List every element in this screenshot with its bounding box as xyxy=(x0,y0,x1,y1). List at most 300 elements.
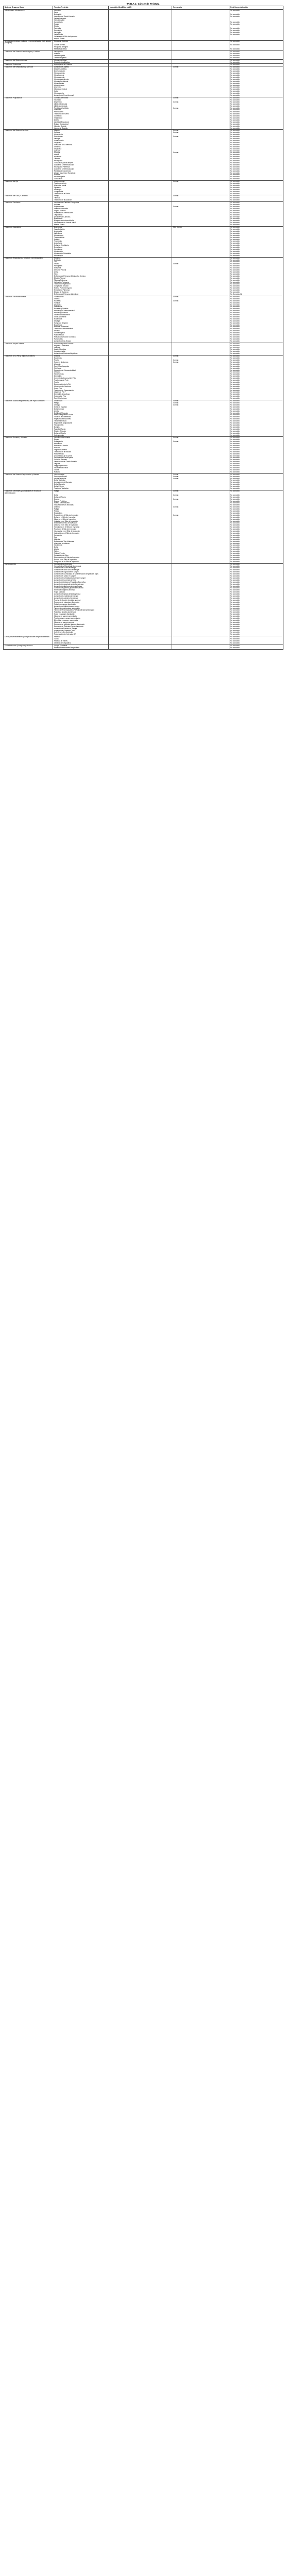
preferred-term-cell-text: Infarto al Miocardio xyxy=(54,207,69,210)
system-organ-class-cell-text: Lesión, envenenamiento y complicaciones de procedimientos xyxy=(5,636,49,638)
preferred-term-cell-text: Linfadenopatía xyxy=(54,54,65,57)
post-marketing-cell-text: No conocido xyxy=(230,138,240,140)
preferred-term-cell-text: Hipoestesia xyxy=(54,133,63,136)
preferred-term-cell-text: Alopecia xyxy=(54,363,61,365)
post-marketing-cell-text: No conocido xyxy=(230,238,240,241)
preferred-term-cell-text: Recuento de Glóbulos Rojos disminuido xyxy=(54,625,83,628)
frequency-cell-text: Común xyxy=(173,440,179,443)
preferred-term-cell-text: Hiperuricemia xyxy=(54,84,64,87)
preferred-term-cell-text: Hidronefrosis xyxy=(54,452,64,455)
post-marketing-cell-text: No conocido xyxy=(230,176,240,178)
frequency-cell-text: Común xyxy=(173,355,179,358)
post-marketing-cell-text: No conocido xyxy=(230,279,240,281)
post-marketing-cell-text: No conocido xyxy=(230,174,240,176)
post-marketing-cell-text: No conocido xyxy=(230,393,240,396)
post-marketing-cell-text: No conocido xyxy=(230,287,240,290)
frequency-cell-text: Común xyxy=(173,498,179,500)
preferred-term-cell-text: Rinitis xyxy=(54,25,59,28)
post-marketing-cell-text: No conocido xyxy=(230,84,240,87)
post-marketing-cell-text: No conocido xyxy=(230,623,240,625)
preferred-term-cell-text: Ageusia xyxy=(54,149,60,152)
post-marketing-cell-text: No conocido xyxy=(230,502,240,504)
preferred-term-cell-text: Disuria xyxy=(54,438,59,441)
post-marketing-cell-text: No conocido xyxy=(230,522,240,524)
post-marketing-cell-text: No conocido xyxy=(230,607,240,609)
post-marketing-cell-text: No conocido xyxy=(230,461,240,463)
post-marketing-cell-text: No conocido xyxy=(230,617,240,620)
post-marketing-cell-text: No conocido xyxy=(230,248,240,251)
post-marketing-cell-text: No conocido xyxy=(230,263,240,265)
post-marketing-cell-text: No conocido xyxy=(230,117,240,120)
post-marketing-cell-text: No conocido xyxy=(230,440,240,443)
preferred-term-cell-text: Neuromiopatía xyxy=(54,176,65,178)
preferred-term-cell-text: Glucosa en sangre anormal xyxy=(54,621,75,623)
preferred-term-cell-text: Sensación de Calor xyxy=(54,554,69,556)
preferred-term-cell-text: Triglicéridos en sangre aumentados xyxy=(54,617,80,620)
post-marketing-cell-text: No conocido xyxy=(230,625,240,628)
preferred-term-cell-text: Sangrado Gingival xyxy=(54,321,68,324)
post-marketing-cell-text: No conocido xyxy=(230,326,240,328)
preferred-term-cell-text: Boca Seca xyxy=(54,324,62,326)
preferred-term-cell-text: Fractura de estrés xyxy=(54,640,68,642)
preferred-term-cell-text: Cansancio xyxy=(54,534,62,536)
preferred-term-cell-text: Trastorno de la Audición xyxy=(54,199,72,201)
injectable-cell xyxy=(109,490,172,494)
system-organ-class-cell-text: Trastornos Psiquiátricos xyxy=(5,96,23,99)
preferred-term-cell-text: Aumento del Apetito xyxy=(54,66,69,69)
post-marketing-cell-text: No conocido xyxy=(230,163,240,166)
post-marketing-cell-text: No conocido xyxy=(230,448,240,451)
post-marketing-cell-text: No conocido xyxy=(230,340,240,342)
preferred-term-cell-text: Ginecomastia xyxy=(54,473,64,476)
preferred-term-cell-text: Aumento de la velocidad de sedimentación de glóbulos rojos xyxy=(54,573,98,575)
preferred-term-cell-text: Derrame Pleural xyxy=(54,269,66,272)
preferred-term-cell-text: Decoloración de la Piel xyxy=(54,383,71,385)
post-marketing-cell-text: No Conocido [1] xyxy=(230,293,242,295)
post-marketing-cell-text: No conocido xyxy=(230,454,240,457)
frequency-cell-text: Común xyxy=(173,96,179,99)
header-frequency: Frecuencia xyxy=(172,6,229,10)
preferred-term-cell-text: Angina Pectoris xyxy=(54,209,66,212)
preferred-term-cell-text: Candidiasis xyxy=(54,21,63,24)
post-marketing-cell-text: No conocido xyxy=(230,297,240,300)
frequency-cell-text: Común xyxy=(173,402,179,404)
preferred-term-cell-text: Efusión Pleural xyxy=(54,277,65,279)
preferred-term-cell-text: Neuropatía xyxy=(54,160,62,162)
injectable-cell xyxy=(109,647,172,649)
post-marketing-cell-text: No conocido xyxy=(230,133,240,136)
preferred-term-cell-text: Musculoesquelético Dolor xyxy=(54,414,73,416)
preferred-term-cell-text: Aumento de triglicéridos en sangre xyxy=(54,605,80,607)
post-marketing-cell-text: No conocido xyxy=(230,546,240,549)
preferred-term-cell-text: Cambios de Humor xyxy=(54,96,69,99)
preferred-term-cell-text: Prolongación del intervalo QT xyxy=(54,633,76,636)
preferred-term-cell-text: Malestar xyxy=(54,538,61,540)
post-marketing-cell-text: No conocido xyxy=(230,192,240,195)
post-marketing-cell-text: No conocido xyxy=(230,267,240,269)
post-marketing-cell-text: No conocido xyxy=(230,524,240,527)
post-marketing-cell-text: No conocido xyxy=(230,265,240,267)
preferred-term-cell-text: Flatulencia xyxy=(54,306,62,308)
post-marketing-cell-text: No conocido xyxy=(230,595,240,598)
frequency-cell-text: Común xyxy=(173,361,179,363)
post-marketing-cell-text: No conocido xyxy=(230,160,240,162)
system-organ-class-cell xyxy=(4,40,53,44)
preferred-term-cell-text: Soplo cardíaco xyxy=(54,591,65,594)
preferred-term-cell-text: Malestar Abdominal xyxy=(54,326,69,328)
post-marketing-cell-text: No conocido xyxy=(230,400,240,402)
post-marketing-cell-text: No conocido xyxy=(230,33,240,36)
post-marketing-cell-text: No conocido xyxy=(230,178,240,180)
preferred-term-cell-text: Rigidez Articular xyxy=(54,430,66,432)
preferred-term-cell-text: Sangrado en el Sitio de Inyección xyxy=(54,560,79,563)
post-marketing-cell-text: No conocido xyxy=(230,348,240,351)
post-marketing-cell-text: No conocido xyxy=(230,443,240,445)
frequency-cell-text: Común xyxy=(173,129,179,132)
post-marketing-cell-text: No conocido xyxy=(230,118,240,121)
post-marketing-cell-text: No conocido xyxy=(230,141,240,144)
preferred-term-cell-text: Dolor en la Extremidad xyxy=(54,416,71,418)
post-marketing-cell-text: No conocido xyxy=(230,436,240,439)
preferred-term-cell-text: Bochornos xyxy=(54,226,62,229)
post-marketing-cell-text: No conocido xyxy=(230,416,240,418)
post-marketing-cell-text: No conocido xyxy=(230,149,240,152)
preferred-term-cell-text: Parestesias xyxy=(54,135,63,138)
post-marketing-cell-text: No conocido xyxy=(230,621,240,623)
preferred-term-cell-text: Eritema xyxy=(54,355,60,358)
post-marketing-cell-text: No conocido xyxy=(230,452,240,455)
post-marketing-cell-text: No conocido xyxy=(230,40,240,42)
preferred-term-cell-text: Gripe xyxy=(54,11,58,13)
preferred-term-cell-text: Aumento de la fosfatasa alcalina en sangre xyxy=(54,577,86,579)
preferred-term-cell-text: Hipotermia xyxy=(54,544,62,547)
preferred-term-cell-text: Palidez xyxy=(54,238,60,241)
post-marketing-cell-text: No conocido xyxy=(230,88,240,91)
post-marketing-cell-text: No conocido xyxy=(230,111,240,113)
post-marketing-cell-text: No conocido xyxy=(230,627,240,630)
preferred-term-cell-text: Hipercalcemia xyxy=(54,76,65,78)
preferred-term-cell-text: Glucosa en sangre aumentada xyxy=(54,615,77,618)
post-marketing-cell-text: No conocido xyxy=(230,107,240,109)
post-marketing-cell-text: No conocido xyxy=(230,412,240,414)
post-marketing-cell-text: No conocido xyxy=(230,222,240,224)
preferred-term-cell-text: Prueba de función hepática anormal xyxy=(54,599,81,601)
preferred-term-cell-text: Congestión Sinusal xyxy=(54,285,69,287)
post-marketing-cell-text: No conocido xyxy=(230,109,240,111)
frequency-cell-text: Común xyxy=(173,436,179,439)
preferred-term-cell-text: Disfunción Eréctil xyxy=(54,475,67,478)
post-marketing-cell-text: No conocido xyxy=(230,158,240,160)
post-marketing-cell-text: No conocido xyxy=(230,337,240,340)
post-marketing-cell-text: No conocido xyxy=(230,563,240,565)
post-marketing-cell-text: No conocido xyxy=(230,213,240,216)
preferred-term-cell-text: Resección transuretral de próstata xyxy=(54,646,79,649)
post-marketing-cell-text: No conocido xyxy=(230,646,240,649)
preferred-term-cell-text: Enfermedad Pulmonar Intersticial xyxy=(54,293,79,295)
preferred-term-cell-text: Trastorno de la Visión xyxy=(54,192,70,195)
post-marketing-cell-text: No conocido xyxy=(230,86,240,89)
preferred-term-cell-text: Eructos xyxy=(54,330,60,332)
preferred-term-cell-text: Pólipo Rectal xyxy=(54,334,64,336)
preferred-term-cell-text: Debilidad Muscular xyxy=(54,412,69,414)
table-row xyxy=(4,490,283,494)
post-marketing-cell-text: No conocido xyxy=(230,371,240,374)
post-marketing-cell-text: No conocido xyxy=(230,422,240,425)
post-marketing-cell-text: No conocido xyxy=(230,526,240,529)
post-marketing-cell-text: No conocido xyxy=(230,121,240,123)
preferred-term-cell-text: Colesterol LDL disminuido xyxy=(54,631,74,634)
preferred-term-cell-text: Electrocardiograma anormal xyxy=(54,589,75,591)
preferred-term-cell-text: Aumento de lactato deshidrogenasa xyxy=(54,593,81,596)
post-marketing-cell-text: No conocido xyxy=(230,29,240,31)
frequency-cell-text: Común xyxy=(173,195,179,197)
preferred-term-cell-text: Irritación en el Sitio de Inyección xyxy=(54,520,78,522)
preferred-term-cell-text: Recuento de plaquetas disminuido xyxy=(54,601,79,603)
system-organ-class-cell-text: Trastornos del Metabolismo y Nutrición xyxy=(5,66,33,69)
post-marketing-cell-text: No conocido xyxy=(230,98,240,101)
preferred-term-cell-text: Alteración visual xyxy=(54,184,66,187)
header-injectable: Inyectable (MedDRA) (mBE) xyxy=(109,6,172,10)
post-marketing-cell-text: No conocido xyxy=(230,94,240,97)
post-marketing-cell-text: No conocido xyxy=(230,319,240,322)
post-marketing-cell-text: No conocido xyxy=(230,631,240,634)
post-marketing-cell-text: No conocido xyxy=(230,151,240,154)
preferred-term-cell-text: Sequedad de las Mucosas xyxy=(54,504,74,506)
post-marketing-cell-text: No conocido xyxy=(230,357,240,360)
preferred-term-cell-text: Epistaxis xyxy=(54,259,61,261)
preferred-term-cell-text: Amnesia xyxy=(54,145,61,148)
post-marketing-cell-text: No conocido xyxy=(230,352,240,355)
preferred-term-cell-text: Somnolencia xyxy=(54,140,64,142)
post-marketing-cell-text: No conocido xyxy=(230,76,240,78)
preferred-term-cell-text: Aumento de Antígeno Prostático Específico xyxy=(54,581,86,583)
preferred-term-cell-text: Hiperhidrosis Nocturna xyxy=(54,385,71,387)
preferred-term-cell-text: Nicturia xyxy=(54,446,60,449)
post-marketing-cell-text: No conocido xyxy=(230,105,240,107)
post-marketing-cell-text: No conocido xyxy=(230,197,240,199)
preferred-term-cell-text: Bronquitis xyxy=(54,13,62,15)
post-marketing-cell-text: No conocido xyxy=(230,373,240,376)
preferred-term-cell-text: Neuropatía Periférica xyxy=(54,165,70,168)
post-marketing-cell-text: No conocido xyxy=(230,459,240,461)
post-marketing-cell-text: No conocido xyxy=(230,240,240,243)
post-marketing-cell-text: No conocido xyxy=(230,430,240,432)
post-marketing-cell-text: No conocido xyxy=(230,31,240,33)
post-marketing-cell-text: No conocido xyxy=(230,92,240,95)
preferred-term-cell-text: Boca Seca xyxy=(54,317,62,320)
preferred-term-cell-text: Insuficiencia de Válvula Mitral xyxy=(54,222,76,224)
preferred-term-cell-text: Edema Periférico xyxy=(54,500,67,502)
preferred-term-cell-text: Constipación xyxy=(54,295,64,298)
post-marketing-cell-text: No conocido xyxy=(230,428,240,430)
preferred-term-cell-text: Libido aumentada xyxy=(54,105,68,107)
preferred-term-cell-text: Sudores Nocturnos xyxy=(54,361,69,363)
preferred-term-cell-text: Hipotensión Ortostática xyxy=(54,252,72,255)
post-marketing-cell-text: No conocido xyxy=(230,283,240,285)
preferred-term-cell-text: Urgencia Urinaria xyxy=(54,448,67,451)
post-marketing-cell-text: No conocido xyxy=(230,387,240,389)
post-marketing-cell-text: No conocido xyxy=(230,314,240,316)
preferred-term-cell-text: Edema xyxy=(54,498,60,500)
table-header-row xyxy=(4,6,283,10)
preferred-term-cell-text: Confusión xyxy=(54,115,62,117)
preferred-term-cell-text: Lesión de Piel xyxy=(54,391,65,394)
post-marketing-cell-text: No conocido xyxy=(230,52,240,55)
post-marketing-cell-text: No conocido xyxy=(230,68,240,71)
post-marketing-cell-text: No conocido xyxy=(230,56,240,59)
post-marketing-cell-text: No conocido xyxy=(230,558,240,561)
preferred-term-cell-text: Otitis Media xyxy=(54,33,63,36)
post-marketing-cell-text: No conocido xyxy=(230,74,240,76)
preferred-term-cell-text: Bloqueo Auriculoventricular xyxy=(54,219,74,222)
preferred-term-cell-text: Insuficiencia Cardíaca Congestiva xyxy=(54,201,79,204)
preferred-term-cell-text: Hipercalemia xyxy=(54,92,64,95)
preferred-term-cell-text: Dolor Abdominal xyxy=(54,315,66,318)
system-organ-class-cell-text: Trastornos del Sistema Nervioso xyxy=(5,129,29,132)
post-marketing-cell-text: No conocido xyxy=(230,242,240,245)
preferred-term-cell-text: Cáncer de Piel xyxy=(54,44,65,46)
preferred-term-cell-text: Dermatitis Ampollosa xyxy=(54,393,70,396)
frequency-cell-text: Común xyxy=(173,206,179,208)
preferred-term-cell-text: Fatiga xyxy=(54,489,59,492)
post-marketing-cell-text: No conocido xyxy=(230,434,240,436)
preferred-term-cell-text: Fístula Pírexia xyxy=(54,552,65,555)
preferred-term-cell-text: Infección del Tracto Urinario xyxy=(54,15,75,18)
preferred-term-cell-text: Pérdida de Conciencia xyxy=(54,170,71,172)
post-marketing-cell-text: No conocido xyxy=(230,385,240,387)
post-marketing-cell-text: No conocido xyxy=(230,426,240,428)
preferred-term-cell-text: Dispepsia xyxy=(54,303,61,306)
post-marketing-cell-text: No conocido xyxy=(230,540,240,543)
post-marketing-cell-text: No conocido xyxy=(230,591,240,594)
post-marketing-cell-text: No conocido xyxy=(230,328,240,330)
post-marketing-cell-text: No conocido xyxy=(230,369,240,371)
preferred-term-cell-text: Obstrucción del Tracto Urinario xyxy=(54,461,77,463)
preferred-term-cell-text: Aumento de gamma-glutamiltransferasa xyxy=(54,587,83,589)
preferred-term-cell-text: Muerte Súbita xyxy=(54,224,64,226)
frequency-cell-text: Común xyxy=(173,403,179,406)
preferred-term-cell-text: Dolor del Pecho xyxy=(54,496,66,498)
preferred-term-cell-text: Obesidad Central xyxy=(54,88,67,91)
system-organ-class-cell-text: Trastornos de la Piel y Tejido Subcutáneo xyxy=(5,355,35,358)
post-marketing-cell-text: No conocido xyxy=(230,456,240,459)
preferred-term-cell-text: Metástasis óseas xyxy=(54,48,67,50)
preferred-term-cell-text: Ataxia xyxy=(54,154,59,156)
preferred-term-cell-text: Aumento de Fosfato en Sangre xyxy=(54,627,77,630)
preferred-term-cell-text: Bradicardia xyxy=(54,217,63,220)
preferred-term-cell-text: Úlcera Péptica xyxy=(54,332,65,334)
post-marketing-cell-text: No conocido xyxy=(230,21,240,24)
post-marketing-cell-text: No conocido xyxy=(230,473,240,476)
preferred-term-cell-text: Equimosis xyxy=(54,357,62,360)
post-marketing-cell-text: No conocido xyxy=(230,217,240,220)
post-marketing-cell-text: No conocido xyxy=(230,269,240,272)
preferred-term-cell-text: Parálisis xyxy=(54,174,61,176)
post-marketing-cell-text: No conocido xyxy=(230,477,240,480)
preferred-term-cell-text: Rinorrea xyxy=(54,257,61,259)
frequency-cell-text: Común xyxy=(173,473,179,476)
preferred-term-cell-text: Sodio en sangre disminuido xyxy=(54,613,75,616)
preferred-term-cell-text: Nódulo en el Sitio de Inyección xyxy=(54,558,77,561)
frequency-cell-text: Común xyxy=(173,295,179,298)
preferred-term-cell-text: Intento de Suicidio xyxy=(54,127,68,129)
header-post-marketing: Post Comercialización xyxy=(229,6,283,10)
preferred-term-cell-text: Leucopenia xyxy=(54,50,63,53)
preferred-term-cell-text: Dolor Óseo xyxy=(54,400,63,402)
post-marketing-cell-text: No conocido xyxy=(230,496,240,498)
preferred-term-cell-text: Disgeusia xyxy=(54,141,61,144)
post-marketing-cell-text: No conocido xyxy=(230,295,240,298)
post-marketing-cell-text: No conocido xyxy=(230,483,240,486)
post-marketing-cell-text: No conocido xyxy=(230,66,240,69)
preferred-term-cell-text: Dolor xyxy=(54,546,58,549)
post-marketing-cell-text: No conocido xyxy=(230,542,240,545)
preferred-term-cell-text: Infiltración Pulmonar xyxy=(54,281,70,283)
post-marketing-cell-text: No conocido xyxy=(230,636,240,638)
preferred-term-cell-text: Dolor xyxy=(54,494,58,496)
post-marketing-cell-text: No conocido xyxy=(230,641,240,644)
post-marketing-cell-text: No conocido xyxy=(230,465,240,467)
post-marketing-cell-text: No conocido xyxy=(230,489,240,492)
post-marketing-cell-text: No conocido xyxy=(230,629,240,632)
post-marketing-cell-text: No conocido xyxy=(230,571,240,573)
preferred-term-cell-text: Insomnio xyxy=(54,98,61,101)
preferred-term-cell-text: Faringitis xyxy=(54,27,61,30)
post-marketing-cell-text: No conocido xyxy=(230,188,240,191)
preferred-term-cell-text: Ambliopía xyxy=(54,188,62,191)
preferred-term-cell-text: Convulsión parcial simple xyxy=(54,161,73,164)
preferred-term-cell-text: Rash Pruriginoso xyxy=(54,397,67,400)
preferred-term-cell-text: Pérdida de la Libido xyxy=(54,107,69,109)
post-marketing-cell-text: No conocido xyxy=(230,228,240,230)
preferred-term-cell-text: Bursitis xyxy=(54,426,60,428)
preferred-term-cell-text: Reacción Anafiláctica xyxy=(54,61,70,63)
post-marketing-cell-text: No conocido xyxy=(230,468,240,471)
post-marketing-cell-text: No conocido xyxy=(230,573,240,575)
post-marketing-cell-text: No conocido xyxy=(230,82,240,84)
post-marketing-cell-text: No conocido xyxy=(230,548,240,551)
preferred-term-cell-text: Hipertensión xyxy=(54,234,63,236)
post-marketing-cell-text: No conocido xyxy=(230,532,240,534)
post-marketing-cell-text: No conocido xyxy=(230,587,240,589)
preferred-term-cell-text: Embolismo xyxy=(54,246,62,249)
system-organ-class-cell-text: Trastornos del Oído y Laberinto xyxy=(5,195,28,197)
post-marketing-cell-text: No conocido xyxy=(230,306,240,308)
post-marketing-cell-text: No conocido xyxy=(230,383,240,385)
post-marketing-cell-text: No conocido xyxy=(230,211,240,214)
post-marketing-cell-text: No conocido xyxy=(230,609,240,612)
preferred-term-cell-text: Tinnitus xyxy=(54,197,60,199)
preferred-term-cell-text: Bilirrubina en sangre aumentada xyxy=(54,619,78,621)
preferred-term-cell-text: Vértigo xyxy=(54,195,60,197)
table-row xyxy=(4,647,283,649)
post-marketing-cell-text: No conocido xyxy=(230,44,240,46)
post-marketing-cell-text: No conocido xyxy=(230,508,240,511)
post-marketing-cell-text: No conocido xyxy=(230,644,240,647)
system-organ-class-cell-text: Trastornos Musculoesqueléticos y del Tejido Conectivo xyxy=(5,400,45,402)
preferred-term-cell-text: Aumento de Colesterol Total xyxy=(54,629,75,632)
preferred-term-cell-text: Hemorragia xyxy=(54,254,63,257)
preferred-term-cell-text: Tiempo de Tromboplastina Parcial Activada prolongado xyxy=(54,609,95,612)
preferred-term-cell-text: Atrofia Testicular xyxy=(54,477,66,480)
preferred-term-cell-text: Trombocitopenia xyxy=(54,56,66,59)
preferred-term-cell-text: Pseudo-obstrucción Colónica xyxy=(54,336,76,338)
post-marketing-cell-text: No conocido xyxy=(230,550,240,553)
post-marketing-cell-text: No conocido xyxy=(230,544,240,547)
preferred-term-cell-text: Hepatitis Colestática xyxy=(54,344,70,347)
post-marketing-cell-text: No conocido xyxy=(230,324,240,326)
post-marketing-cell-text: No conocido xyxy=(230,244,240,247)
